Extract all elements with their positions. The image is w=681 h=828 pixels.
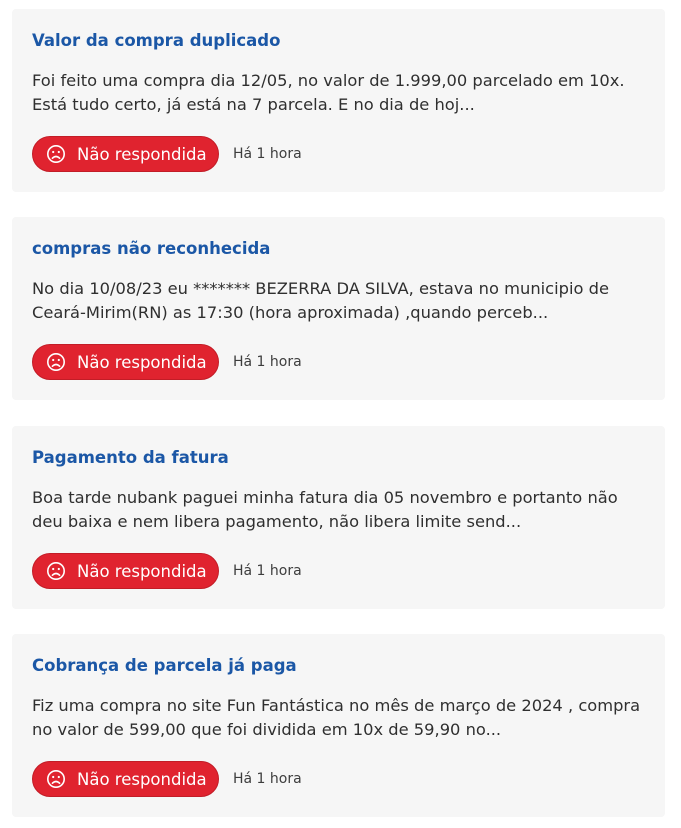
- complaint-excerpt-line: Fiz uma compra no site Fun Fantástica no mês de março de 2024 , compra: [32, 696, 641, 715]
- complaint-excerpt-line: Ceará-Mirim(RN) as 17:30 (hora aproximada) ,quando perceb...: [32, 303, 549, 322]
- timestamp: Há 1 hora: [233, 146, 302, 162]
- complaint-excerpt-line: No dia 10/08/23 eu ******* BEZERRA DA SILVA, estava no municipio de: [32, 279, 609, 298]
- complaint-title[interactable]: Cobrança de parcela já paga: [32, 656, 297, 675]
- complaint-card[interactable]: [12, 634, 665, 817]
- complaint-title[interactable]: Pagamento da fatura: [32, 448, 229, 467]
- status-label: Não respondida: [77, 769, 207, 789]
- complaint-excerpt: [32, 277, 652, 325]
- status-label: Não respondida: [77, 561, 207, 581]
- complaint-excerpt: [32, 69, 652, 117]
- complaint-excerpt: [32, 694, 652, 742]
- sad-face-icon: [46, 769, 66, 789]
- complaint-excerpt-line: Foi feito uma compra dia 12/05, no valor de 1.999,00 parcelado em 10x.: [32, 71, 625, 90]
- complaint-title[interactable]: Valor da compra duplicado: [32, 31, 281, 50]
- complaint-excerpt-line: no valor de 599,00 que foi dividida em 10x de 59,90 no...: [32, 720, 502, 739]
- complaint-excerpt-line: Boa tarde nubank paguei minha fatura dia 05 novembro e portanto não: [32, 488, 618, 507]
- status-badge: [32, 136, 219, 172]
- status-label: Não respondida: [77, 352, 207, 372]
- status-badge: [32, 553, 219, 589]
- timestamp: Há 1 hora: [233, 563, 302, 579]
- complaint-excerpt: [32, 486, 652, 534]
- complaint-excerpt-line: Está tudo certo, já está na 7 parcela. E no dia de hoj...: [32, 95, 475, 114]
- sad-face-icon: [46, 144, 66, 164]
- status-badge: [32, 761, 219, 797]
- sad-face-icon: [46, 352, 66, 372]
- complaint-card[interactable]: [12, 9, 665, 192]
- timestamp: Há 1 hora: [233, 771, 302, 787]
- complaint-excerpt-line: deu baixa e nem libera pagamento, não libera limite send...: [32, 512, 522, 531]
- timestamp: Há 1 hora: [233, 354, 302, 370]
- complaint-card[interactable]: [12, 217, 665, 400]
- complaint-card[interactable]: [12, 426, 665, 609]
- status-label: Não respondida: [77, 144, 207, 164]
- complaint-title[interactable]: compras não reconhecida: [32, 239, 271, 258]
- status-badge: [32, 344, 219, 380]
- sad-face-icon: [46, 561, 66, 581]
